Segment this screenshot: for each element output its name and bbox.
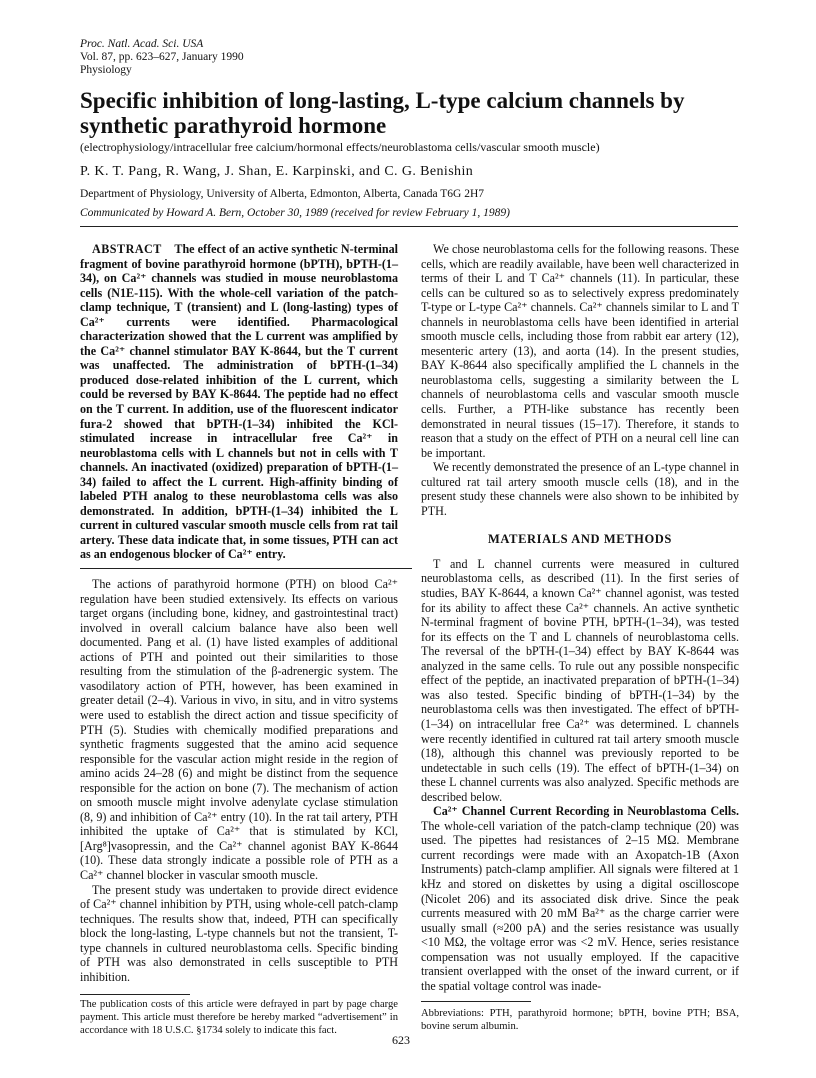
abbreviations: Abbreviations: PTH, parathyroid hormone; bPTH, bovine PTH; BSA, bovine serum albumin.	[421, 1008, 739, 1032]
communicated-by: Communicated by Howard A. Bern, October 30, 1989 (received for review February 1, 1989)	[80, 207, 510, 219]
section-heading-methods: MATERIALS AND METHODS	[488, 532, 672, 547]
abstract	[80, 242, 398, 562]
journal-section: Physiology	[80, 64, 132, 76]
left-column	[80, 242, 398, 1037]
paper-title: Specific inhibition of long-lasting, L-type calcium channels by synthetic parathyroid hormone	[80, 88, 685, 138]
journal-header	[80, 38, 244, 77]
keywords: (electrophysiology/intracellular free calcium/hormonal effects/neuroblastoma cells/vascular smooth muscle)	[80, 140, 600, 154]
abbreviations-divider	[421, 1001, 531, 1002]
subsection-paragraph	[421, 804, 739, 993]
volume-line: Vol. 87, pp. 623–627, January 1990	[80, 51, 244, 63]
right-column	[421, 242, 739, 1034]
footnote-divider	[80, 994, 190, 995]
intro-paragraph-2: The present study was undertaken to provide direct evidence of Ca²⁺ channel inhibition by PTH, using whole-cell patch-clamp techniques. The results show that, indeed, PTH can specifically block the long-lasting, L-type channels but not the transient, T-type channels in cultured neuroblastoma cells. Specific binding of PTH was also demonstrated in cells susceptible to PTH inhibition.	[80, 882, 398, 984]
page-number: 623	[392, 1033, 410, 1047]
journal-name: Proc. Natl. Acad. Sci. USA	[80, 38, 204, 50]
abstract-heading: ABSTRACT	[92, 242, 162, 256]
footnote: The publication costs of this article were defrayed in part by page charge payment. This article must therefore be hereby marked “advertisement” in accordance with 18 U.S.C. §1734 solely to indicate this fact.	[80, 999, 398, 1036]
intro-paragraph-3: We chose neuroblastoma cells for the following reasons. These cells, which are readily available, have been well characterized in terms of their L and T Ca²⁺ channels (11). In particular, these cells can be cultured so as to selectively express predominately T-type or L-type Ca²⁺ channels. Ca²⁺ channels similar to L and T channels in neuroblastoma cells have been identified in arterial smooth muscle cells, including those from rabbit ear artery (12), mesenteric artery (13), and aorta (14). In the present studies, BAY K-8644 also specifically amplified the L channels in the neuroblastoma cells, suggesting a similarity between the L channels of neuroblastoma cells and vascular smooth muscle cells. Further, a PTH-like substance has recently been demonstrated in neural tissues (15–17). Therefore, it stands to reason that a study on the effect of PTH on a neural cell line can be important.	[421, 242, 739, 460]
subsection-heading: Ca²⁺ Channel Current Recording in Neuroblastoma Cells.	[433, 804, 739, 819]
methods-paragraph-1: T and L channel currents were measured in cultured neuroblastoma cells, as described (11). In the first series of studies, BAY K-8644, a known Ca²⁺ channel agonist, was tested for its ability to affect these Ca²⁺ channels. An active synthetic N-terminal fragment of bovine PTH, bPTH-(1–34), was tested for its effects on the T and L channels of neuroblastoma cells. The reversal of the bPTH-(1–34) effect by BAY K-8644 was analyzed in the same cells. To rule out any possible nonspecific effect of the peptide, an inactivated preparation of bPTH-(1–34) was also tested. Specific binding of bPTH-(1–34) by the neuroblastoma cells was then investigated. The effect of bPTH-(1–34) on intracellular free Ca²⁺ was determined. L channels were recently identified in cultured rat tail artery smooth muscle (18), although this channel was previously reported to be undetectable in such cells (19). The effect of bPTH-(1–34) on these L channel currents was also analyzed. Specific methods are described below.	[421, 556, 739, 804]
abstract-divider	[80, 568, 412, 569]
affiliation: Department of Physiology, University of Alberta, Edmonton, Alberta, Canada T6G 2H7	[80, 188, 485, 200]
intro-paragraph-1: The actions of parathyroid hormone (PTH) on blood Ca²⁺ regulation have been studied extensively. Its effects on various target organs (including bone, kidney, and gastrointestinal tract) involved in overall calcium balance have also been well documented. Pang et al. (1) have listed examples of additional actions of PTH and pointed out their similarities to those resulting from the stimulation of the β-adrenergic system. The vasodilatory action of PTH, however, has been examined in greater detail (2–4). Various in vivo, in situ, and in vitro systems were used to establish the direct action and tissue specificity of PTH (5). Studies with chemically modified preparations and synthetic fragments suggested that the amino acid sequence responsible for the vascular action might reside in the region of amino acids 24–28 (6) and might be distinct from the sequence responsible for the action on bone (7). The mechanism of action on smooth muscle might involve adenylate cyclase stimulation (8, 9) and inhibition of Ca²⁺ entry (10). In the rat tail artery, PTH inhibited the uptake of Ca²⁺ that is stimulated by KCl, [Arg⁸]vasopressin, and the Ca²⁺ channel agonist BAY K-8644 (10). These data strongly indicate a possible role of PTH as a Ca²⁺ channel blocker in vascular smooth muscle.	[80, 577, 398, 882]
abstract-text: The effect of an active synthetic N-terminal fragment of bovine parathyroid hormone (bPTH), bPTH-(1–34), on Ca²⁺ channels was studied in mouse neuroblastoma cells (N1E-115). With the whole-cell variation of the patch-clamp technique, T (transient) and L (long-lasting) types of Ca²⁺ currents were identified. Pharmacological characterization showed that the L current was amplified by the Ca²⁺ channel stimulator BAY K-8644, but the T current was unaffected. The administration of bPTH-(1–34) produced dose-related inhibition of the L current, which could be reversed by BAY K-8644. The peptide had no effect on the T current. In addition, use of the fluorescent indicator fura-2 showed that bPTH-(1–34) inhibited the KCl-stimulated increase in intracellular free Ca²⁺ in neuroblastoma cells with L channels but not in cells with T channels. An inactivated (oxidized) preparation of bPTH-(1–34) failed to affect the L current. High-affinity binding of labeled PTH analog to these neuroblastoma cells was also demonstrated. In addition, bPTH-(1–34) inhibited the L current in cultured vascular smooth muscle cells from rat tail artery. These data indicate that, in some tissues, PTH can act as an endogenous blocker of Ca²⁺ entry.	[80, 242, 399, 562]
header-divider	[80, 226, 738, 227]
authors: P. K. T. Pang, R. Wang, J. Shan, E. Karpinski, and C. G. Benishin	[80, 164, 474, 179]
intro-paragraph-4: We recently demonstrated the presence of an L-type channel in cultured rat tail artery smooth muscle cells (18), and in the present study these channels were also shown to be inhibited by PTH.	[421, 460, 739, 518]
subsection-text: The whole-cell variation of the patch-clamp technique (20) was used. The pipettes had resistances of 2–15 MΩ. Membrane current recordings were made with an Axopatch-1B (Axon Instruments) patch-clamp amplifier. All signals were filtered at 1 kHz and stored on diskettes by using a digital oscilloscope (Nicolet 206) and its associated disk drive. Since the peak currents measured with 20 mM Ba²⁺ as the charge carrier were usually small (≈200 pA) and the series resistance was usually <10 MΩ, the voltage error was <2 mV. Hence, series resistance compensation was not usually employed. If the capacitive transient overlapped with the onset of the inward current, or if the spatial voltage control was inade-	[421, 818, 739, 993]
